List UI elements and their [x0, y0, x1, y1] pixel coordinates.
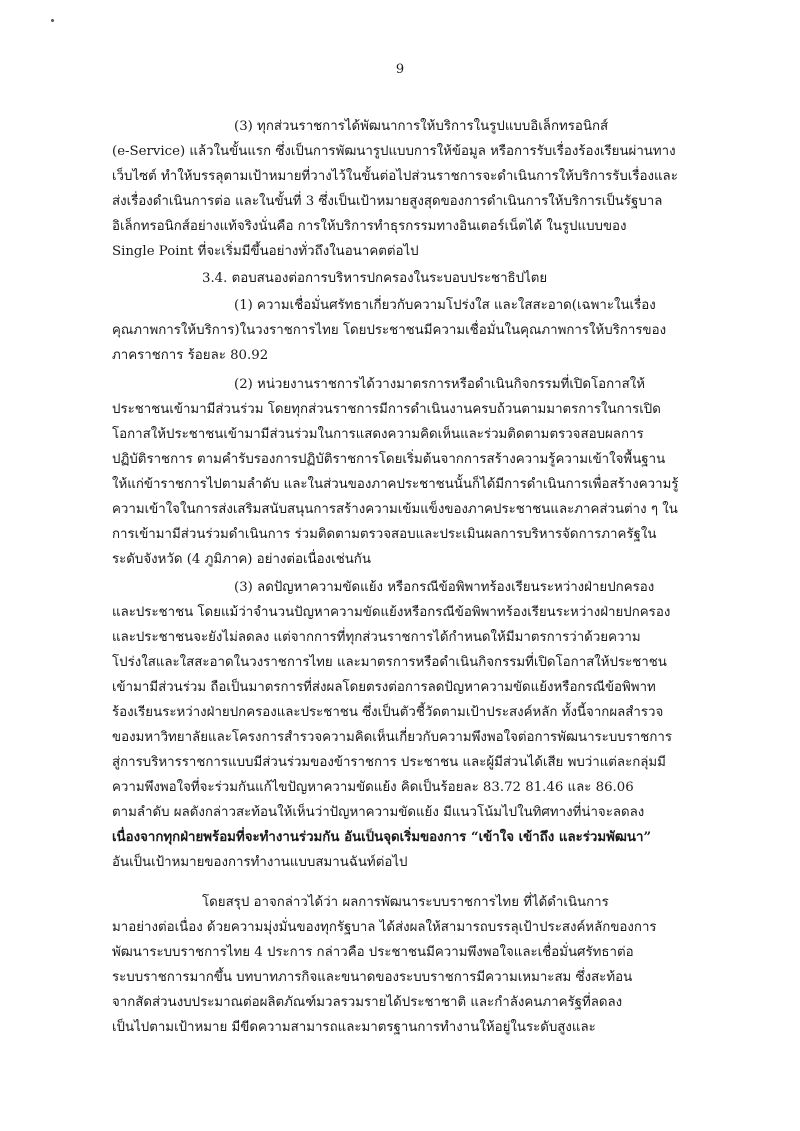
page-number: 9	[395, 62, 405, 77]
paragraph-line: Single Point ที่จะเริ่มมีขึ้นอย่างทั่วถึงในอนาคตต่อไป	[112, 244, 419, 259]
paragraph-line: ส่งเรื่องดำเนินการต่อ และในขั้นที่ 3 ซึ่งเป็นเป้าหมายสูงสุดของการดำเนินการให้บริการเป็นรัฐบาล	[112, 194, 663, 209]
paragraph-line: (3) ทุกส่วนราชการได้พัฒนาการให้บริการในรูปแบบอิเล็กทรอนิกส์	[234, 119, 609, 134]
paragraph-line: โอกาสให้ประชาชนเข้ามามีส่วนร่วมในการแสดงความคิดเห็นและร่วมติดตามตรวจสอบผลการ	[112, 427, 644, 442]
paragraph-line: มาอย่างต่อเนื่อง ด้วยความมุ่งมั่นของทุกรัฐบาล ได้ส่งผลให้สามารถบรรลุเป้าประสงค์หลักของการ	[112, 920, 657, 935]
paragraph-line: เนื่องจากทุกฝ่ายพร้อมที่จะทำงานร่วมกัน อันเป็นจุดเริ่มของการ “เข้าใจ เข้าถึง และร่วมพัฒนา”	[112, 830, 652, 845]
paragraph-line: (e-Service) แล้วในขั้นแรก ซึ่งเป็นการพัฒนารูปแบบการให้ข้อมูล หรือการรับเรื่องร้องเรียนผ่านทาง	[112, 144, 676, 159]
paragraph-line: โดยสรุป อาจกล่าวได้ว่า ผลการพัฒนาระบบราชการไทย ที่ได้ดำเนินการ	[202, 895, 609, 910]
paragraph-line: ภาคราชการ ร้อยละ 80.92	[112, 348, 269, 363]
paragraph-line: ปฏิบัติราชการ ตามคำรับรองการปฏิบัติราชการโดยเริ่มต้นจากการสร้างความรู้ความเข้าใจพื้นฐาน	[112, 452, 666, 467]
paragraph-line: เว็บไซต์ ทำให้บรรลุตามเป้าหมายที่วางไว้ในขั้นต่อไปส่วนราชการจะดำเนินการให้บริการรับเรื่องและ	[112, 169, 678, 184]
paragraph-line: และประชาชน โดยแม้ว่าจำนวนปัญหาความขัดแย้งหรือกรณีข้อพิพาทร้องเรียนระหว่างฝ่ายปกครอง	[112, 605, 671, 620]
paragraph-line: ความเข้าใจในการส่งเสริมสนับสนุนการสร้างความเข้มแข็งของภาคประชาชนและภาคส่วนต่าง ๆ ใน	[112, 502, 678, 517]
paragraph-line: ความพึงพอใจที่จะร่วมกันแก้ไขปัญหาความขัดแย้ง คิดเป็นร้อยละ 83.72 81.46 และ 86.06	[112, 780, 634, 795]
scan-speck	[51, 19, 54, 22]
paragraph-line: ระบบราชการมากขึ้น บทบาทภารกิจและขนาดของระบบราชการมีความเหมาะสม ซึ่งสะท้อน	[112, 970, 633, 985]
paragraph-line: (3) ลดปัญหาความขัดแย้ง หรือกรณีข้อพิพาทร้องเรียนระหว่างฝ่ายปกครอง	[234, 580, 655, 595]
paragraph-line: อิเล็กทรอนิกส์อย่างแท้จริงนั่นคือ การให้บริการทำธุรกรรมทางอินเตอร์เน็ตได้ ในรูปแบบของ	[112, 219, 627, 234]
paragraph-line: คุณภาพการให้บริการ)ในวงราชการไทย โดยประชาชนมีความเชื่อมั่นในคุณภาพการให้บริการของ	[112, 323, 667, 338]
paragraph-line: การเข้ามามีส่วนร่วมดำเนินการ ร่วมติดตามตรวจสอบและประเมินผลการบริหารจัดการภาครัฐใน	[112, 527, 657, 542]
paragraph-line: (2) หน่วยงานราชการได้วางมาตรการหรือดำเนินกิจกรรมที่เปิดโอกาสให้	[234, 377, 645, 392]
paragraph-line: โปร่งใสและใสสะอาดในวงราชการไทย และมาตรการหรือดำเนินกิจกรรมที่เปิดโอกาสให้ประชาชน	[112, 655, 667, 670]
paragraph-line: ประชาชนเข้ามามีส่วนร่วม โดยทุกส่วนราชการมีการดำเนินงานครบถ้วนตามมาตรการในการเปิด	[112, 402, 661, 417]
paragraph-line: ตามลำดับ ผลดังกล่าวสะท้อนให้เห็นว่าปัญหาความขัดแย้ง มีแนวโน้มไปในทิศทางที่น่าจะลดลง	[112, 805, 645, 820]
paragraph-line: ให้แก่ข้าราชการไปตามลำดับ และในส่วนของภาคประชาชนนั้นก็ได้มีการดำเนินการเพื่อสร้างความรู้	[112, 477, 679, 492]
paragraph-line: พัฒนาระบบราชการไทย 4 ประการ กล่าวคือ ประชาชนมีความพึงพอใจและเชื่อมั่นศรัทธาต่อ	[112, 945, 634, 960]
paragraph-line: จากสัดส่วนงบประมาณต่อผลิตภัณฑ์มวลรวมรายได้ประชาชาติ และกำลังคนภาครัฐที่ลดลง	[112, 995, 623, 1010]
paragraph-line: เข้ามามีส่วนร่วม ถือเป็นมาตรการที่ส่งผลโดยตรงต่อการลดปัญหาความขัดแย้งหรือกรณีข้อพิพาท	[112, 680, 656, 695]
paragraph-line: เป็นไปตามเป้าหมาย มีขีดความสามารถและมาตรฐานการทำงานให้อยู่ในระดับสูงและ	[112, 1020, 596, 1035]
section-heading: 3.4. ตอบสนองต่อการบริหารปกครองในระบอบประชาธิปไตย	[202, 271, 548, 286]
paragraph-line: และประชาชนจะยังไม่ลดลง แต่จากการที่ทุกส่วนราชการได้กำหนดให้มีมาตรการว่าด้วยความ	[112, 630, 641, 645]
paragraph-line: ระดับจังหวัด (4 ภูมิภาค) อย่างต่อเนื่องเช่นกัน	[112, 552, 371, 567]
paragraph-line: (1) ความเชื่อมั่นศรัทธาเกี่ยวกับความโปร่งใส และใสสะอาด(เฉพาะในเรื่อง	[234, 298, 656, 313]
paragraph-line: สู่การบริหารราชการแบบมีส่วนร่วมของข้าราชการ ประชาชน และผู้มีส่วนได้เสีย พบว่าแต่ละกลุ่มมี	[112, 755, 666, 770]
paragraph-line: ของมหาวิทยาลัยและโครงการสำรวจความคิดเห็นเกี่ยวกับความพึงพอใจต่อการพัฒนาระบบราชการ	[112, 730, 672, 745]
paragraph-line: ร้องเรียนระหว่างฝ่ายปกครองและประชาชน ซึ่งเป็นตัวชี้วัดตามเป้าประสงค์หลัก ทั้งนี้จากผลสำรวจ	[112, 705, 664, 720]
paragraph-line: อันเป็นเป้าหมายของการทำงานแบบสมานฉันท์ต่อไป	[112, 855, 408, 870]
